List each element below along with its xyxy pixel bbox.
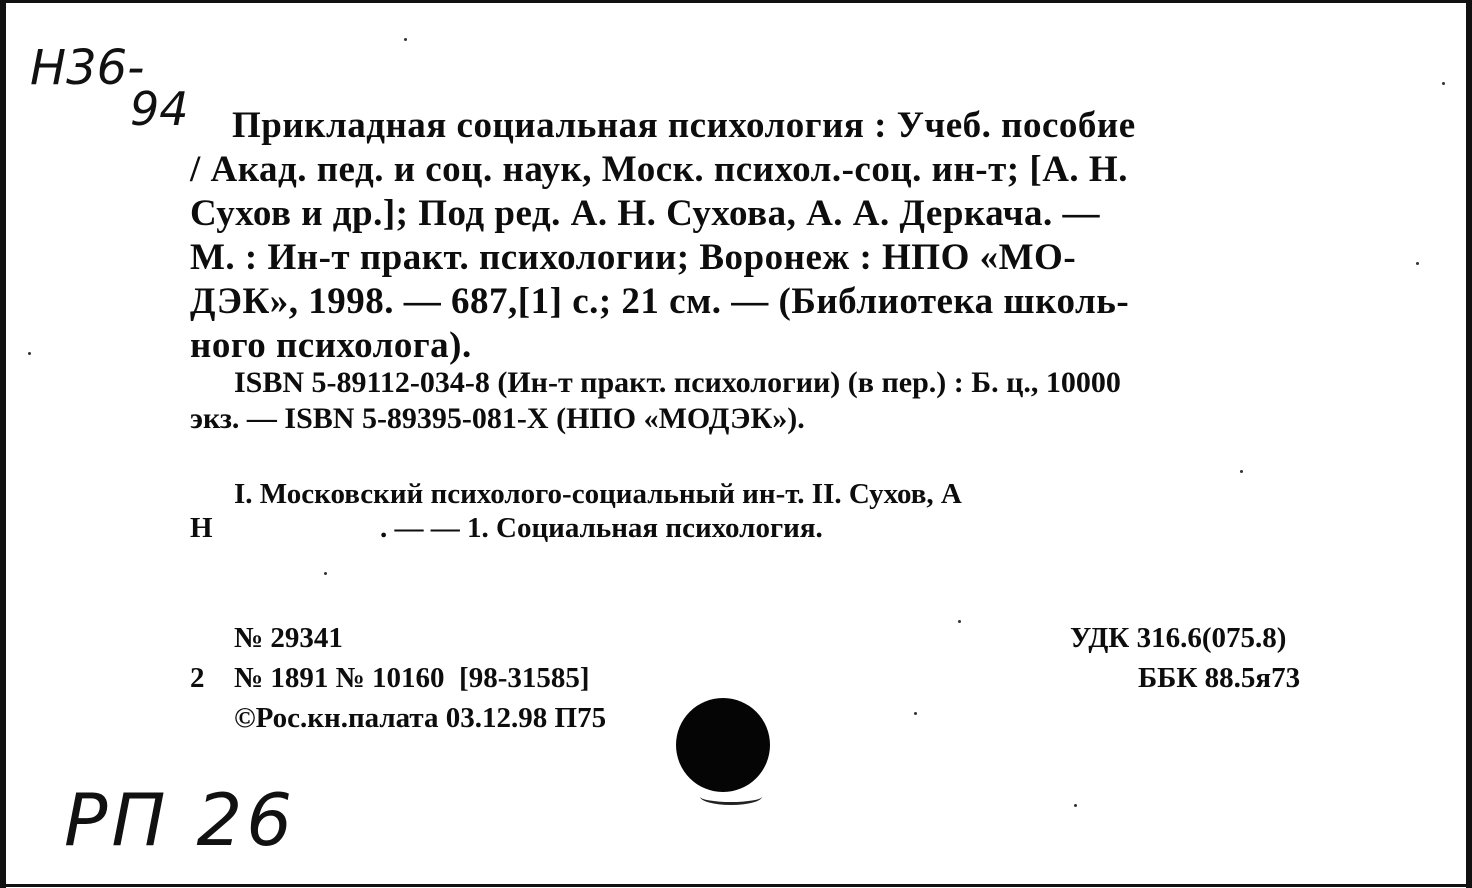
- scan-speck: [1240, 470, 1243, 473]
- tracing-line-1: I. Московский психолого-социальный ин-т. II. Сухов, А: [234, 478, 962, 510]
- entry-line-6: ного психолога).: [190, 325, 472, 366]
- tracing-subject: . — — 1. Социальная психология.: [380, 512, 823, 544]
- scan-speck: [958, 620, 961, 623]
- accession-number: № 29341: [234, 622, 343, 654]
- entry-line-4: М. : Ин-т практ. психологии; Воронеж : НПО «МО-: [190, 237, 1077, 278]
- isbn-line-1: ISBN 5-89112-034-8 (Ин-т практ. психологии) (в пер.) : Б. ц., 10000: [234, 366, 1121, 399]
- card-bottom-edge: [0, 884, 1472, 887]
- bbk-code: ББК 88.5я73: [1138, 662, 1301, 694]
- entry-line-2: / Акад. пед. и соц. наук, Моск. психол.-соц. ин-т; [А. Н.: [190, 149, 1128, 190]
- scan-speck: [324, 572, 327, 575]
- isbn-line-2: экз. — ISBN 5-89395-081-X (НПО «МОДЭК»).: [190, 402, 805, 435]
- shelf-mark-top: Н36-: [30, 40, 145, 96]
- shelf-mark-bottom: 94: [130, 82, 189, 136]
- scan-speck: [1074, 804, 1077, 807]
- punch-hole: [676, 698, 770, 792]
- scan-speck: [914, 712, 917, 715]
- entry-line-1: Прикладная социальная психология : Учеб. пособие: [232, 105, 1136, 146]
- tracing-author-initial: Н: [190, 512, 213, 544]
- udk-code: УДК 316.6(075.8): [1070, 622, 1287, 654]
- entry-line-3: Сухов и др.]; Под ред. А. Н. Сухова, А. А. Деркача. —: [190, 193, 1101, 234]
- scan-speck: [404, 38, 407, 41]
- registry-numbers: № 1891 № 10160 [98-31585]: [234, 662, 590, 694]
- scan-speck: [28, 352, 31, 355]
- scan-speck: [1442, 82, 1445, 85]
- punch-hole-shadow: [700, 788, 762, 805]
- copyright-line: ©Рос.кн.палата 03.12.98 П75: [234, 702, 607, 734]
- scan-speck: [1416, 262, 1419, 265]
- entry-line-5: ДЭК», 1998. — 687,[1] с.; 21 см. — (Библиотека школь-: [190, 281, 1130, 322]
- handwritten-code: РП 26: [64, 778, 297, 862]
- copy-prefix: 2: [190, 662, 205, 694]
